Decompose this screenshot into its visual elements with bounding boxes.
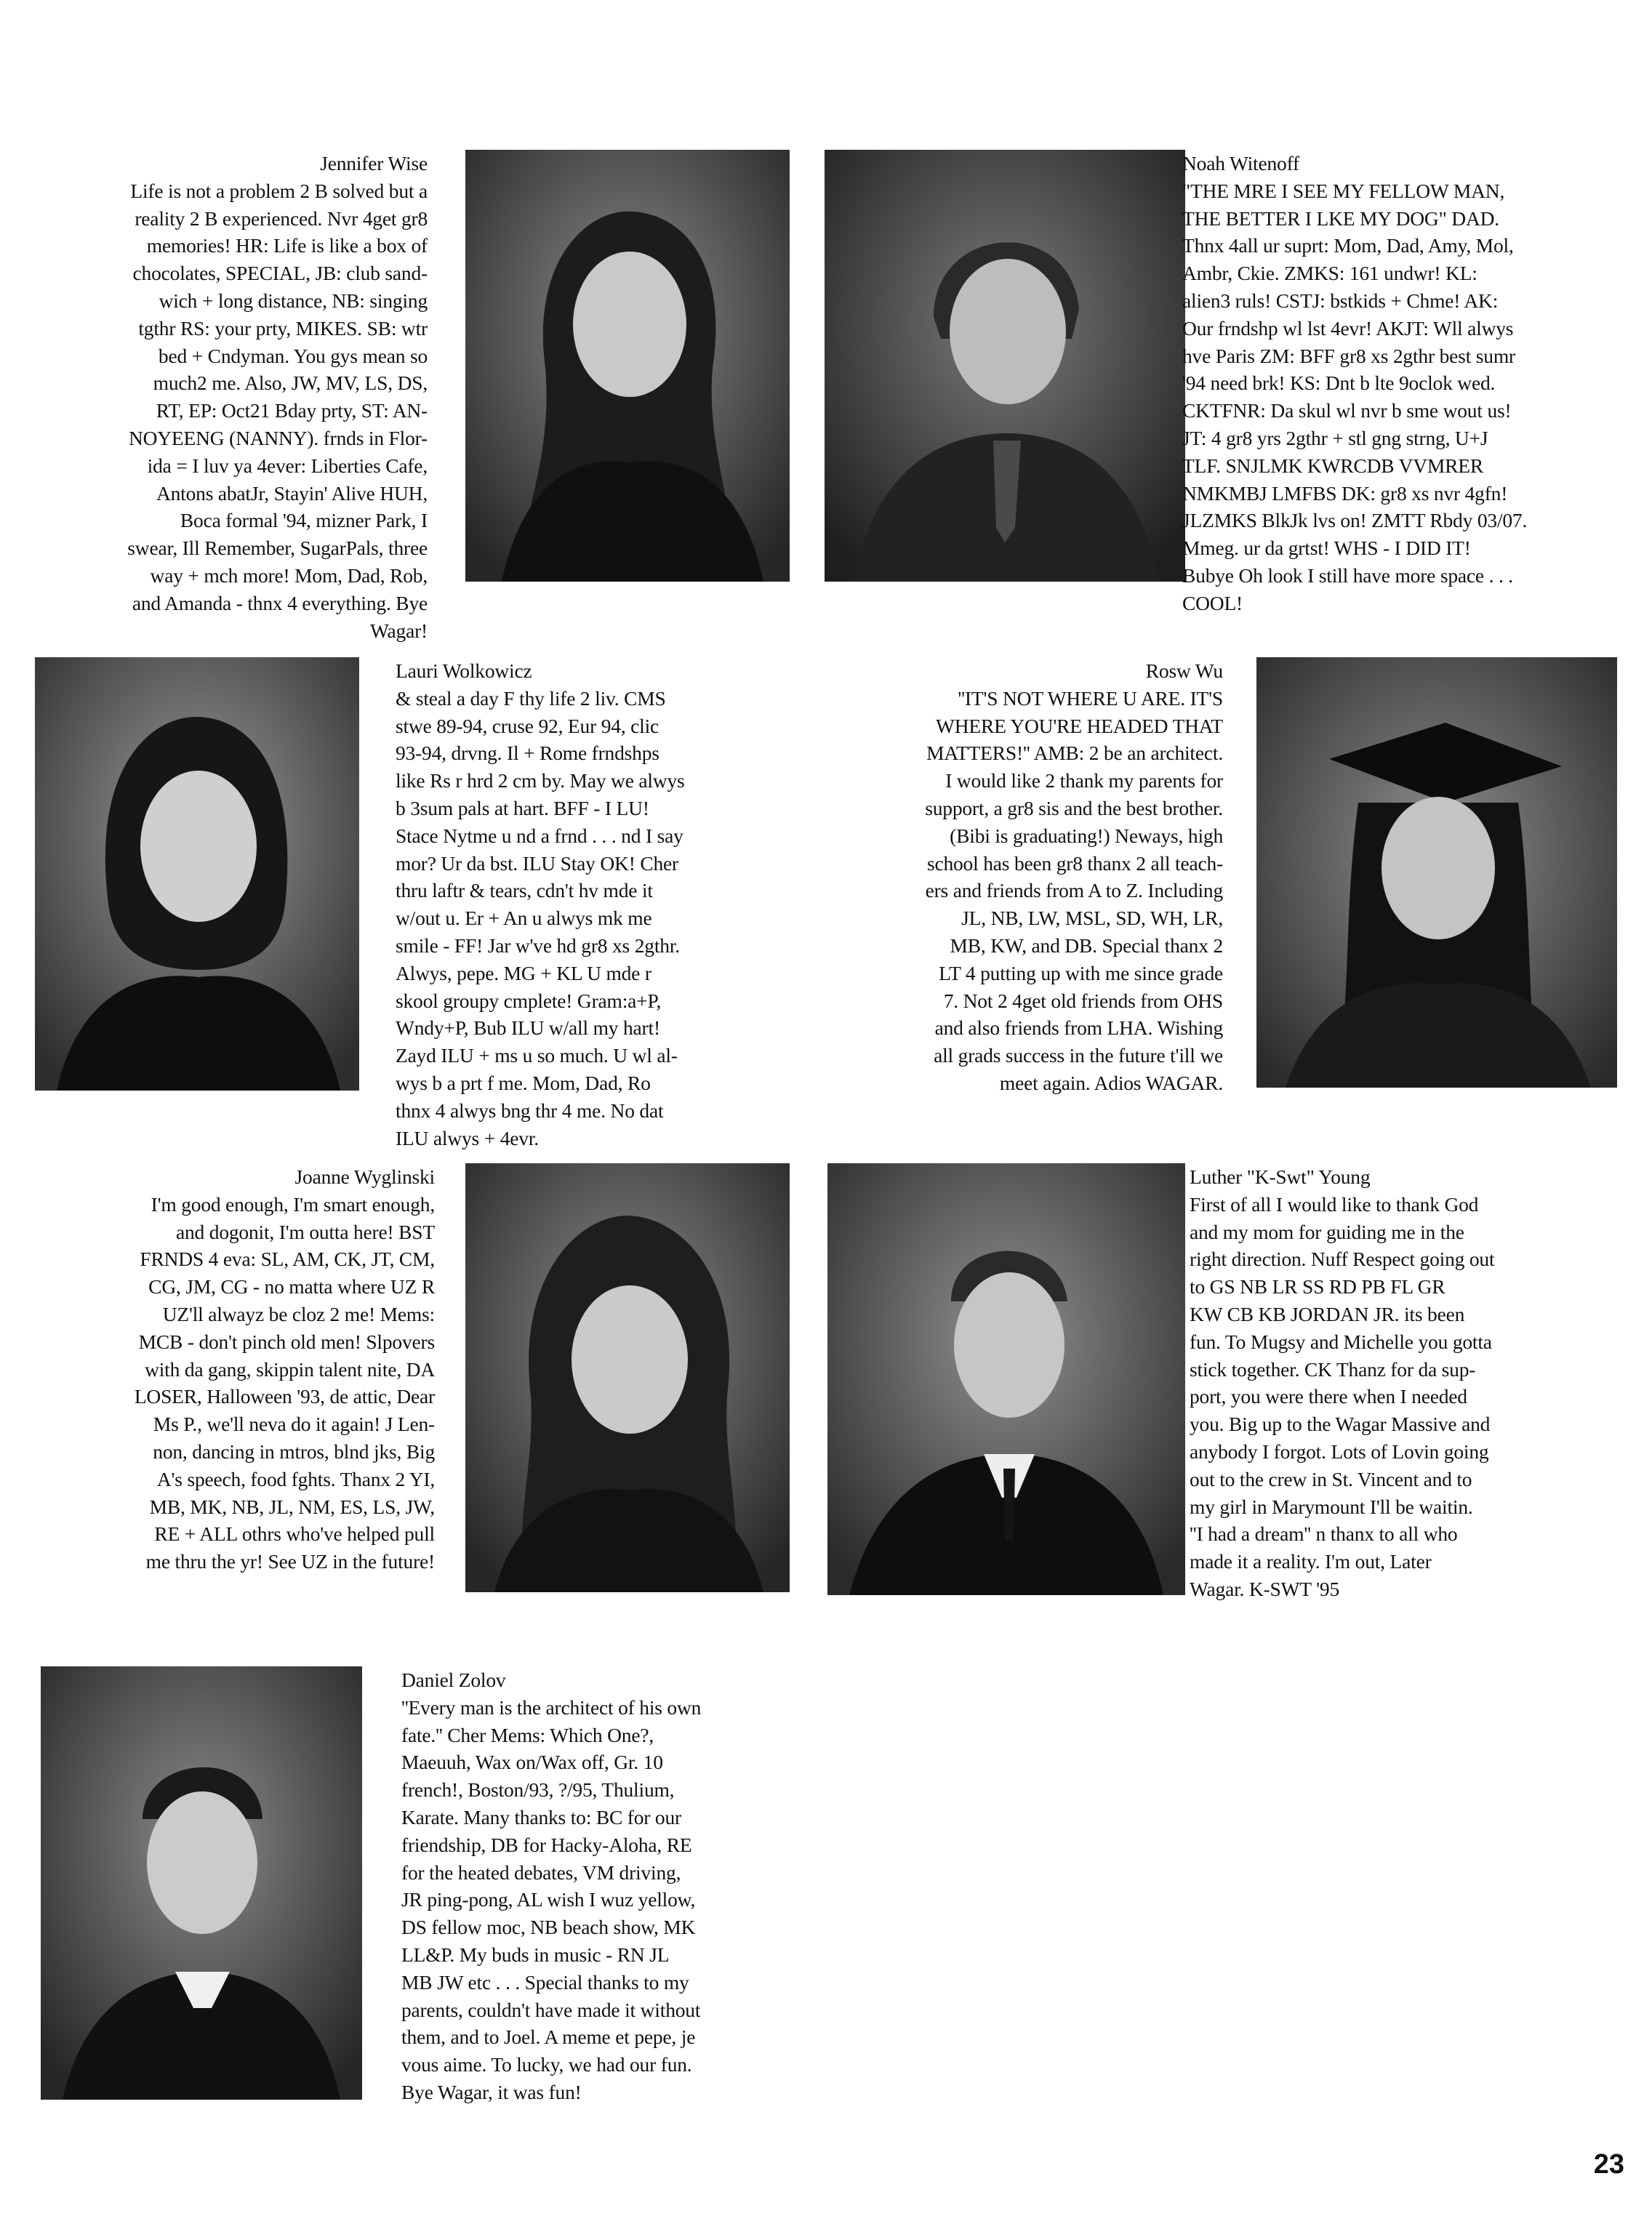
student-photo-lauri-wolkowicz: [35, 657, 359, 1091]
bio-line: skool groupy cmplete! Gram:a+P,: [396, 989, 662, 1012]
bio-line: JL, NB, LW, MSL, SD, WH, LR,: [961, 907, 1223, 930]
bio-line: CG, JM, CG - no matta where UZ R: [148, 1275, 435, 1298]
bio-line: thru laftr & tears, cdn't hv mde it: [396, 879, 653, 902]
bio-line: (Bibi is graduating!) Neways, high: [950, 824, 1223, 847]
bio-line: chocolates, SPECIAL, JB: club sand-: [132, 262, 428, 285]
bio-line: wich + long distance, NB: singing: [159, 289, 428, 312]
bio-line: out to the crew in St. Vincent and to: [1190, 1467, 1472, 1490]
bio-line: tgthr RS: your prty, MIKES. SB: wtr: [138, 316, 428, 340]
bio-line: Wagar. K-SWT '95: [1190, 1577, 1340, 1600]
bio-line: THE BETTER I LKE MY DOG" DAD.: [1182, 206, 1499, 230]
bio-line: CKTFNR: Da skul wl nvr b sme wout us!: [1182, 399, 1512, 422]
bio-line: non, dancing in mtros, blnd jks, Big: [153, 1440, 435, 1463]
bio-line: First of all I would like to thank God: [1190, 1192, 1479, 1216]
bio-line: Karate. Many thanks to: BC for our: [401, 1805, 681, 1828]
bio-line: support, a gr8 sis and the best brother.: [925, 796, 1223, 819]
bio-line: COOL!: [1182, 591, 1243, 614]
bio-line: them, and to Joel. A meme et pepe, je: [401, 2026, 696, 2049]
student-bio-rosw-wu: [822, 657, 1223, 1097]
bio-line: much2 me. Also, JW, MV, LS, DS,: [153, 372, 428, 395]
bio-line: WHERE YOU'RE HEADED THAT: [935, 714, 1223, 737]
bio-line: UZ'll alwayz be cloz 2 me! Mems:: [162, 1302, 435, 1325]
student-bio-luther-young: [1190, 1163, 1633, 1603]
bio-line: MB, MK, NB, JL, NM, ES, LS, JW,: [149, 1495, 435, 1518]
student-photo-jennifer-wise: [465, 150, 790, 582]
student-bio-daniel-zolov: [401, 1666, 852, 2106]
student-name: Rosw Wu: [1145, 659, 1223, 682]
bio-line: reality 2 B experienced. Nvr 4get gr8: [135, 206, 428, 230]
bio-line: friendship, DB for Hacky-Aloha, RE: [401, 1833, 692, 1856]
bio-line: and Amanda - thnx 4 everything. Bye: [132, 591, 428, 614]
student-bio-joanne-wyglinski: [29, 1163, 435, 1575]
bio-line: LT 4 putting up with me since grade: [939, 961, 1223, 984]
bio-line: ILU alwys + 4evr.: [396, 1126, 539, 1149]
bio-line: A's speech, food fghts. Thanx 2 YI,: [156, 1467, 435, 1490]
bio-line: port, you were there when I needed: [1190, 1385, 1467, 1408]
bio-line: my girl in Marymount I'll be waitin.: [1190, 1495, 1473, 1518]
bio-line: Bubye Oh look I still have more space . . .: [1182, 563, 1513, 587]
bio-line: swear, Ill Remember, SugarPals, three: [127, 537, 428, 560]
bio-line: '94 need brk! KS: Dnt b lte 9oclok wed.: [1182, 372, 1496, 395]
bio-line: Life is not a problem 2 B solved but a: [130, 179, 428, 202]
bio-line: w/out u. Er + An u alwys mk me: [396, 907, 652, 930]
bio-line: stwe 89-94, cruse 92, Eur 94, clic: [396, 714, 659, 737]
bio-line: I'm good enough, I'm smart enough,: [151, 1192, 435, 1216]
student-name: Luther "K-Swt" Young: [1190, 1165, 1371, 1188]
student-name: Noah Witenoff: [1182, 152, 1300, 174]
bio-line: vous aime. To lucky, we had our fun.: [401, 2053, 692, 2076]
bio-line: Mmeg. ur da grtst! WHS - I DID IT!: [1182, 537, 1471, 560]
student-bio-noah-witenoff: [1182, 150, 1633, 617]
bio-line: & steal a day F thy life 2 liv. CMS: [396, 686, 666, 710]
bio-line: TLF. SNJLMK KWRCDB VVMRER: [1182, 454, 1484, 477]
bio-line: LL&P. My buds in music - RN JL: [401, 1943, 670, 1966]
student-name: Daniel Zolov: [401, 1669, 506, 1691]
bio-line: b 3sum pals at hart. BFF - I LU!: [396, 796, 649, 819]
bio-line: meet again. Adios WAGAR.: [999, 1071, 1223, 1094]
bio-line: JR ping-pong, AL wish I wuz yellow,: [401, 1888, 696, 1911]
bio-line: fun. To Mugsy and Michelle you gotta: [1190, 1330, 1492, 1353]
student-photo-rosw-wu: [1256, 657, 1617, 1088]
page-number: 23: [1593, 2149, 1624, 2180]
bio-line: Maeuuh, Wax on/Wax off, Gr. 10: [401, 1751, 663, 1774]
bio-line: Ambr, Ckie. ZMKS: 161 undwr! KL:: [1182, 262, 1477, 285]
bio-line: NOYEENG (NANNY). frnds in Flor-: [128, 426, 428, 449]
bio-line: stick together. CK Thanz for da sup-: [1190, 1357, 1476, 1381]
student-bio-lauri-wolkowicz: [396, 657, 803, 1152]
bio-line: FRNDS 4 eva: SL, AM, CK, JT, CM,: [140, 1248, 435, 1271]
bio-line: Alwys, pepe. MG + KL U mde r: [396, 961, 651, 984]
bio-line: Our frndshp wl lst 4evr! AKJT: Wll alwys: [1182, 316, 1514, 340]
bio-line: anybody I forgot. Lots of Lovin going: [1190, 1440, 1489, 1463]
bio-line: Boca formal '94, mizner Park, I: [180, 509, 428, 532]
bio-line: RE + ALL othrs who've helped pull: [154, 1522, 435, 1546]
bio-line: me thru the yr! See UZ in the future!: [145, 1550, 435, 1573]
bio-line: ''I had a dream'' n thanx to all who: [1190, 1522, 1458, 1546]
bio-line: to GS NB LR SS RD PB FL GR: [1190, 1275, 1446, 1298]
bio-line: 93-94, drvng. Il + Rome frndshps: [396, 742, 659, 765]
bio-line: Antons abatJr, Stayin' Alive HUH,: [156, 481, 428, 505]
bio-line: Wndy+P, Bub ILU w/all my hart!: [396, 1016, 660, 1040]
bio-line: wys b a prt f me. Mom, Dad, Ro: [396, 1071, 651, 1094]
bio-line: parents, couldn't have made it without: [401, 1998, 701, 2021]
bio-line: ers and friends from A to Z. Including: [925, 879, 1223, 902]
bio-line: MCB - don't pinch old men! Slpovers: [138, 1330, 435, 1353]
bio-line: mor? Ur da bst. ILU Stay OK! Cher: [396, 851, 679, 875]
bio-line: and also friends from LHA. Wishing: [934, 1016, 1223, 1040]
bio-line: Zayd ILU + ms u so much. U wl al-: [396, 1044, 678, 1067]
student-name: Lauri Wolkowicz: [396, 659, 532, 682]
bio-line: JT: 4 gr8 yrs 2gthr + stl gng strng, U+J: [1182, 426, 1488, 449]
bio-line: like Rs r hrd 2 cm by. May we alwys: [396, 769, 685, 792]
bio-line: KW CB KB JORDAN JR. its been: [1190, 1302, 1465, 1325]
bio-line: with da gang, skippin talent nite, DA: [145, 1357, 435, 1381]
bio-line: school has been gr8 thanx 2 all teach-: [926, 851, 1223, 875]
bio-line: MATTERS!'' AMB: 2 be an architect.: [926, 742, 1223, 765]
bio-line: ''IT'S NOT WHERE U ARE. IT'S: [958, 686, 1223, 710]
student-name: Joanne Wyglinski: [294, 1165, 435, 1188]
bio-line: french!, Boston/93, ?/95, Thulium,: [401, 1778, 675, 1802]
bio-line: and my mom for guiding me in the: [1190, 1220, 1464, 1243]
bio-line: and dogonit, I'm outta here! BST: [176, 1220, 435, 1243]
bio-line: way + mch more! Mom, Dad, Rob,: [150, 563, 428, 587]
bio-line: thnx 4 alwys bng thr 4 me. No dat: [396, 1099, 664, 1122]
student-bio-jennifer-wise: [29, 150, 428, 644]
bio-line: Bye Wagar, it was fun!: [401, 2080, 582, 2103]
bio-line: RT, EP: Oct21 Bday prty, ST: AN-: [156, 399, 428, 422]
bio-line: Stace Nytme u nd a frnd . . . nd I say: [396, 824, 683, 847]
bio-line: ida = I luv ya 4ever: Liberties Cafe,: [147, 454, 428, 477]
student-photo-joanne-wyglinski: [465, 1163, 790, 1592]
bio-line: I would like 2 thank my parents for: [945, 769, 1223, 792]
bio-line: made it a reality. I'm out, Later: [1190, 1550, 1432, 1573]
bio-line: all grads success in the future t'ill we: [934, 1044, 1223, 1067]
bio-line: MB JW etc . . . Special thanks to my: [401, 1970, 689, 1994]
bio-line: NMKMBJ LMFBS DK: gr8 xs nvr 4gfn!: [1182, 481, 1508, 505]
bio-line: LOSER, Halloween '93, de attic, Dear: [134, 1385, 435, 1408]
bio-line: bed + Cndyman. You gys mean so: [158, 344, 428, 367]
student-name: Jennifer Wise: [320, 152, 428, 174]
bio-line: for the heated debates, VM driving,: [401, 1860, 681, 1884]
bio-line: "THE MRE I SEE MY FELLOW MAN,: [1182, 179, 1505, 202]
bio-line: MB, KW, and DB. Special thanx 2: [950, 934, 1223, 957]
student-photo-luther-young: [827, 1163, 1185, 1595]
bio-line: memories! HR: Life is like a box of: [146, 234, 428, 257]
bio-line: Ms P., we'll neva do it again! J Len-: [153, 1413, 435, 1436]
bio-line: smile - FF! Jar w've hd gr8 xs 2gthr.: [396, 934, 680, 957]
student-photo-daniel-zolov: [41, 1666, 362, 2100]
bio-line: 7. Not 2 4get old friends from OHS: [943, 989, 1223, 1012]
bio-line: DS fellow moc, NB beach show, MK: [401, 1916, 696, 1939]
bio-line: Thnx 4all ur suprt: Mom, Dad, Amy, Mol,: [1182, 234, 1514, 257]
bio-line: fate.'' Cher Mems: Which One?,: [401, 1723, 654, 1746]
bio-line: Wagar!: [369, 619, 428, 642]
bio-line: hve Paris ZM: BFF gr8 xs 2gthr best sumr: [1182, 344, 1515, 367]
bio-line: ''Every man is the architect of his own: [401, 1695, 702, 1719]
bio-line: JLZMKS BlkJk lvs on! ZMTT Rbdy 03/07.: [1182, 509, 1528, 532]
student-photo-noah-witenoff: [825, 150, 1185, 582]
bio-line: right direction. Nuff Respect going out: [1190, 1248, 1495, 1271]
bio-line: alien3 ruls! CSTJ: bstkids + Chme! AK:: [1182, 289, 1499, 312]
bio-line: you. Big up to the Wagar Massive and: [1190, 1413, 1491, 1436]
